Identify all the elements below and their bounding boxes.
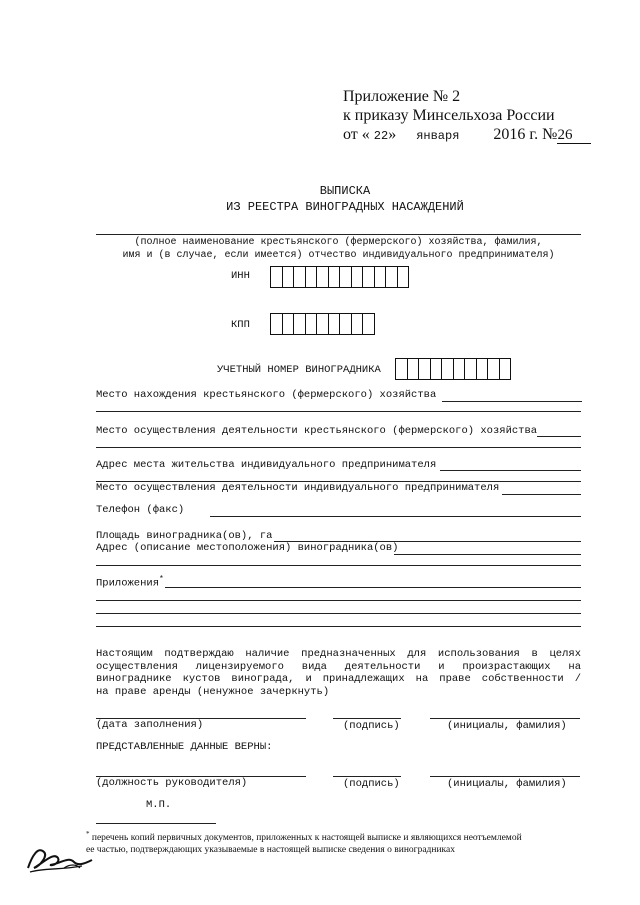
- verified-label: ПРЕДСТАВЛЕННЫЕ ДАННЫЕ ВЕРНЫ:: [96, 741, 273, 753]
- kpp-label: КПП: [231, 319, 250, 331]
- attachments-line[interactable]: [165, 587, 581, 588]
- farm-activity-line[interactable]: [537, 436, 581, 437]
- initials-line-2[interactable]: [430, 776, 580, 777]
- initials-caption-1: (инициалы, фамилия): [447, 720, 567, 732]
- confirmation-text: Настоящим подтверждаю наличие предназначенных для использования в целях осуществления лицензируемого вида деятельности и произрастающих на винограднике кустов винограда, и принадлежащих на праве собственности / на праве аренды (ненужное зачеркнуть): [96, 648, 581, 698]
- signature-line-2[interactable]: [333, 776, 401, 777]
- farm-location-label: Место нахождения крестьянского (фермерского) хозяйства: [96, 389, 437, 401]
- farm-name-caption: (полное наименование крестьянского (фермерского) хозяйства, фамилия, имя и (в случае, если имеется) отчество индивидуального предпринимателя): [122, 237, 555, 261]
- order-reference: [343, 87, 591, 146]
- vineyard-number-label: УЧЕТНЫЙ НОМЕР ВИНОГРАДНИКА: [217, 364, 381, 376]
- signature-line-1[interactable]: [333, 718, 401, 719]
- vineyard-number-field[interactable]: [395, 358, 511, 380]
- document-title: [180, 183, 510, 215]
- fill-date-caption: (дата заполнения): [96, 719, 204, 731]
- phone-line[interactable]: [210, 516, 581, 517]
- order-date-line: от « 22» января 2016 г. №26: [343, 125, 591, 146]
- vineyard-address-line[interactable]: [394, 554, 581, 555]
- inn-field[interactable]: [270, 266, 409, 288]
- handwritten-signature: [20, 838, 100, 878]
- farm-location-line[interactable]: [442, 401, 582, 402]
- footnote-separator: [96, 823, 216, 824]
- entrepreneur-residence-label: Адрес места жительства индивидуального предпринимателя: [96, 459, 437, 471]
- farm-name-line: [96, 234, 581, 235]
- attachments-footnote-mark: *: [159, 575, 164, 584]
- order-ministry: к приказу Минсельхоза России: [343, 107, 555, 124]
- order-year: 2016 г. №: [493, 126, 558, 143]
- position-caption: (должность руководителя): [96, 777, 248, 789]
- title-line-1: ВЫПИСКА: [319, 184, 371, 198]
- order-day: 22: [373, 129, 389, 143]
- signature-caption-1: (подпись): [343, 720, 400, 732]
- vineyard-address-label: Адрес (описание местоположения) виноградника(ов): [96, 542, 399, 554]
- phone-label: Телефон (факс): [96, 504, 185, 516]
- vineyard-area-label: Площадь виноградника(ов), га: [96, 530, 273, 542]
- order-number: 26: [557, 128, 591, 144]
- footnote: * перечень копий первичных документов, приложенных к настоящей выписке и являющихся неотъемлемой ее частью, подтверждающих указываемые в настоящей выписке сведения о виноградниках: [86, 830, 522, 856]
- entrepreneur-activity-line[interactable]: [502, 494, 581, 495]
- attachments-label: Приложения*: [96, 575, 164, 590]
- appendix-title: Приложение № 2: [343, 88, 461, 105]
- order-month: января: [416, 129, 460, 143]
- farm-activity-label: Место осуществления деятельности крестьянского (фермерского) хозяйства: [96, 425, 538, 437]
- entrepreneur-residence-line[interactable]: [440, 470, 581, 471]
- initials-caption-2: (инициалы, фамилия): [447, 778, 567, 790]
- inn-label: ИНН: [231, 270, 250, 282]
- signature-caption-2: (подпись): [343, 778, 400, 790]
- initials-line-1[interactable]: [430, 718, 580, 719]
- stamp-label: М.П.: [146, 799, 172, 811]
- footnote-mark: *: [86, 830, 90, 838]
- entrepreneur-activity-label: Место осуществления деятельности индивидуального предпринимателя: [96, 482, 500, 494]
- title-line-2: ИЗ РЕЕСТРА ВИНОГРАДНЫХ НАСАЖДЕНИЙ: [226, 200, 464, 214]
- kpp-field[interactable]: [270, 313, 375, 335]
